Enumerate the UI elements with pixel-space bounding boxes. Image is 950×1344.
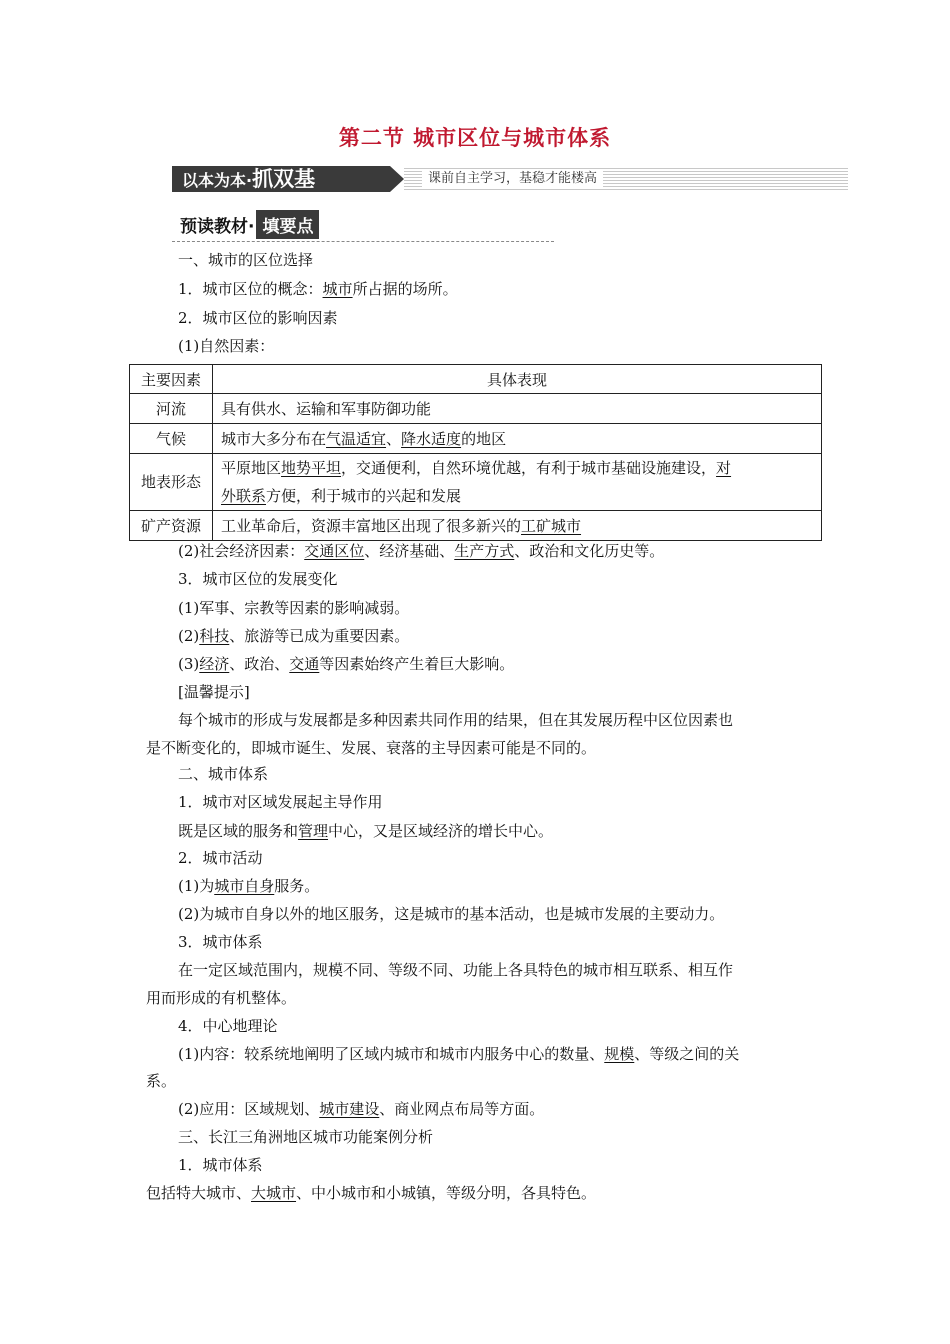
- dashed-divider: [172, 241, 554, 242]
- paragraph: 1．城市对区域发展起主导作用: [178, 793, 383, 811]
- paragraph: (2)社会经济因素：交通区位、经济基础、生产方式、政治和文化历史等。: [178, 542, 665, 560]
- section-heading: 三、长江三角洲地区城市功能案例分析: [178, 1128, 434, 1146]
- subsection-heading: 预读教材· 填要点: [180, 210, 319, 240]
- paragraph: (2)应用：区域规划、城市建设、商业网点布局等方面。: [178, 1100, 545, 1118]
- table-row: [130, 424, 822, 454]
- paragraph: (2)科技、旅游等已成为重要因素。: [178, 627, 410, 645]
- section-heading: 二、城市体系: [178, 765, 269, 783]
- table-cell: 具有供水、运输和军事防御功能: [213, 394, 822, 424]
- natural-factors-table: [129, 364, 822, 541]
- paragraph: 既是区域的服务和管理中心，又是区域经济的增长中心。: [178, 822, 554, 840]
- table-cell: 气候: [130, 424, 213, 454]
- paragraph: 1．城市区位的概念：城市所占据的场所。: [178, 280, 458, 298]
- table-cell: 地表形态: [130, 454, 213, 511]
- section-heading: 一、城市的区位选择: [178, 251, 314, 269]
- page-title: 第二节 城市区位与城市体系: [338, 126, 612, 150]
- tip-label: [温馨提示]: [178, 683, 250, 701]
- paragraph: (3)经济、政治、交通等因素始终产生着巨大影响。: [178, 655, 515, 673]
- table-cell: 平原地区地势平坦，交通便利，自然环境优越，有利于城市基础设施建设，对 外联系方便，利于城市的兴起和发展: [213, 454, 822, 511]
- paragraph: 3．城市体系: [178, 933, 263, 951]
- paragraph: 2．城市活动: [178, 849, 263, 867]
- table-header-cell: 主要因素: [130, 365, 213, 394]
- banner-subtitle: 课前自主学习，基稳才能楼高: [422, 170, 603, 188]
- paragraph: 是不断变化的，即城市诞生、发展、衰落的主导因素可能是不同的。: [146, 739, 597, 757]
- paragraph: 在一定区域范围内，规模不同、等级不同、功能上各具特色的城市相互联系、相互作: [178, 961, 734, 979]
- paragraph: 2．城市区位的影响因素: [178, 309, 338, 327]
- paragraph: 包括特大城市、大城市、中小城市和小城镇，等级分明，各具特色。: [146, 1184, 597, 1202]
- paragraph: 系。: [146, 1072, 177, 1090]
- table-row: [130, 394, 822, 424]
- paragraph: (1)内容：较系统地阐明了区域内城市和城市内服务中心的数量、规模、等级之间的关: [178, 1045, 740, 1063]
- paragraph: (1)自然因素：: [178, 337, 275, 355]
- table-cell: 工业革命后，资源丰富地区出现了很多新兴的工矿城市: [213, 511, 822, 541]
- table-cell: 城市大多分布在气温适宜、降水适度的地区: [213, 424, 822, 454]
- paragraph: 用而形成的有机整体。: [146, 989, 297, 1007]
- table-row: [130, 454, 822, 511]
- table-row: [130, 511, 822, 541]
- table-cell: 河流: [130, 394, 213, 424]
- table-cell: 矿产资源: [130, 511, 213, 541]
- section-banner: [172, 166, 848, 192]
- paragraph: 1．城市体系: [178, 1156, 263, 1174]
- banner-label: 以本为本·抓双基: [172, 166, 390, 192]
- table-header-cell: 具体表现: [213, 365, 822, 394]
- paragraph: 每个城市的形成与发展都是多种因素共同作用的结果，但在其发展历程中区位因素也: [178, 711, 734, 729]
- paragraph: 4．中心地理论: [178, 1017, 278, 1035]
- paragraph: (1)军事、宗教等因素的影响减弱。: [178, 599, 410, 617]
- paragraph: (2)为城市自身以外的地区服务，这是城市的基本活动，也是城市发展的主要动力。: [178, 905, 725, 923]
- table-header-row: [130, 365, 822, 394]
- paragraph: (1)为城市自身服务。: [178, 877, 320, 895]
- paragraph: 3．城市区位的发展变化: [178, 570, 338, 588]
